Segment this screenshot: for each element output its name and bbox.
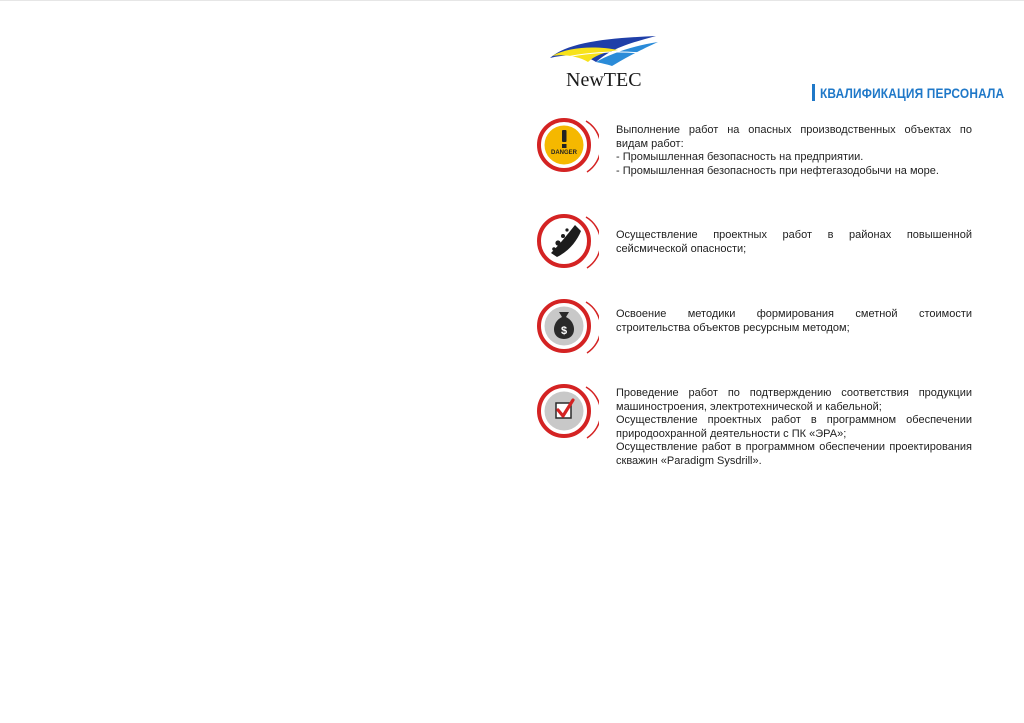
text-line: Осуществление проектных работ в районах повышенной (616, 229, 972, 241)
item-estimate-text (616, 308, 972, 335)
danger-sign-icon (537, 115, 599, 177)
danger-label: DANGER (550, 150, 578, 156)
page-title: КВАЛИФИКАЦИЯ ПЕРСОНАЛА (820, 84, 1005, 101)
newtec-logo (548, 32, 660, 92)
item-certification-text (616, 387, 972, 468)
seismic-hazard-icon (537, 211, 599, 273)
text-line: Осуществление работ в программном обеспечении проектирования (616, 441, 972, 453)
logo-text: NewTEC (566, 69, 642, 91)
text-line: видам работ: (616, 137, 684, 150)
text-line: сейсмической опасности; (616, 242, 747, 255)
title-accent-bar (812, 84, 815, 101)
section-header (812, 84, 1024, 101)
text-line: - Промышленная безопасность на предприятии. (616, 151, 864, 163)
text-line: Выполнение работ на опасных производственных объектах по (616, 124, 972, 136)
text-line: машиностроения, электротехнической и кабельной; (616, 400, 882, 413)
text-line: Осуществление проектных работ в программном обеспечении (616, 414, 972, 426)
text-line: природоохранной деятельности с ПК «ЭРА»; (616, 427, 847, 440)
text-line: скважин «Paradigm Sysdrill». (616, 454, 762, 467)
checkmark-icon (537, 381, 599, 443)
text-line: Проведение работ по подтверждению соответствия продукции (616, 387, 972, 399)
text-line: строительства объектов ресурсным методом; (616, 321, 850, 334)
text-line: Освоение методики формирования сметной стоимости (616, 308, 972, 320)
item-seismic-text (616, 229, 972, 256)
item-danger-text (616, 124, 972, 178)
top-divider (0, 0, 1024, 1)
money-bag-icon (537, 296, 599, 358)
dollar-sign: $ (560, 325, 568, 337)
text-line: - Промышленная безопасность при нефтегазодобычи на море. (616, 164, 939, 177)
